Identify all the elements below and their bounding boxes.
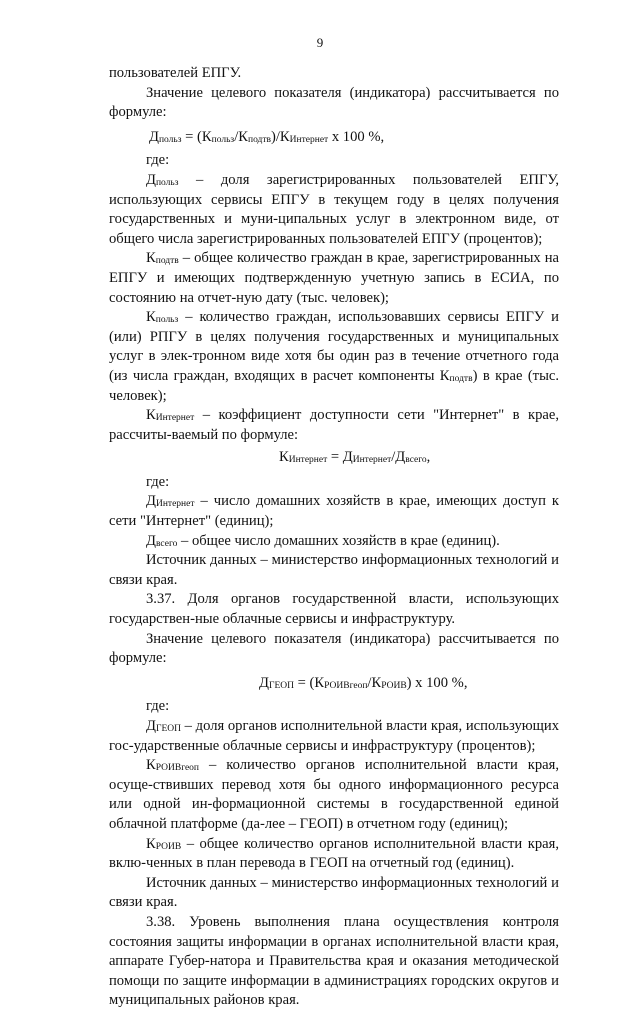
page-body [109,64,559,1011]
definition: $К_{РОИВ}$ – общее количество органов исполнительной власти края, вклю-ченных в план перевода в ГЕОП на отчетный год (единиц). [109,835,559,872]
paragraph: Значение целевого показателя (индикатора) рассчитывается по формуле: [109,84,559,121]
definition: $К_{Интернет}$ – коэффициент доступности сети "Интернет" в крае, рассчиты-ваемый по формуле: [109,407,559,443]
definition: $Д_{всего}$ – общее число домашних хозяйств в крае (единиц). [146,532,500,549]
definition: $К_{польз}$ – количество граждан, использовавших сервисы ЕПГУ и (или) РПГУ в целях получения государственных и муниципальных услуг в элек-тронном виде хотя бы один раз в течение отчетного года (из числа граждан, входящих в расчет компоненты $К_{подтв}$) в крае (тыс. человек); [109,309,559,404]
where-label: где: [146,698,170,715]
source-note: Источник данных – министерство информационных технологий и связи края. [109,552,559,588]
where-label: где: [146,473,170,490]
paragraph: пользователей ЕПГУ. [109,65,242,81]
definition: $К_{РОИВгеоп}$ – количество органов исполнительной власти края, осуще-ствивших перевод хотя бы одного информационного ресурса или одной ин-формационной системы в государственной единой облачной платформе (да-лее – ГЕОП) в отчетном году (единиц); [109,757,559,832]
definition: $Д_{Интернет}$ – число домашних хозяйств в крае, имеющих доступ к сети "Интернет" (единиц); [109,493,559,530]
definition: $Д_{польз}$ – доля зарегистрированных пользователей ЕПГУ, использующих сервисы ЕПГУ в текущем году в целях получения государственных и муни-ципальных услуг в электронном виде, от общего числа зарегистрированных пользователей ЕПГУ (процентов); [109,171,559,247]
section-3-37: 3.37. Доля органов государственной власти, использующих государствен-ные облачные сервисы и инфраструктуру. [109,591,559,628]
page-number: 9 [316,35,324,50]
source-note: Источник данных – министерство информационных технологий и связи края. [109,874,559,911]
formula: $Д_{польз} = (К_{польз}/К_{подтв})/К_{Интернет}$ х 100 %, [149,128,385,145]
where-label: где: [146,152,170,169]
definition: $К_{подтв}$ – общее количество граждан в крае, зарегистрированных на ЕПГУ и имеющих подтвержденную учетную запись в ЕСИА, по состоянию на отчет-ную дату (тыс. человек); [109,250,559,306]
formula: $К_{Интернет} = Д_{Интернет}/Д_{всего}$, [279,449,431,466]
paragraph: Значение целевого показателя (индикатора) рассчитывается по формуле: [109,630,559,667]
section-3-38: 3.38. Уровень выполнения плана осуществления контроля состояния защиты информации в органах исполнительной власти края, аппарате Губер-натора и Правительства края и оказания методической помощи по защите информации в администрациях городских округов и муниципальных районов края. [109,913,559,1009]
definition: $Д_{ГЕОП}$ – доля органов исполнительной власти края, использующих гос-ударственные облачные сервисы и инфраструктуру (процентов); [109,718,559,754]
formula: $Д_{ГЕОП} = (К_{РОИВгеоп}/К_{РОИВ})$ х 100 %, [259,674,468,691]
